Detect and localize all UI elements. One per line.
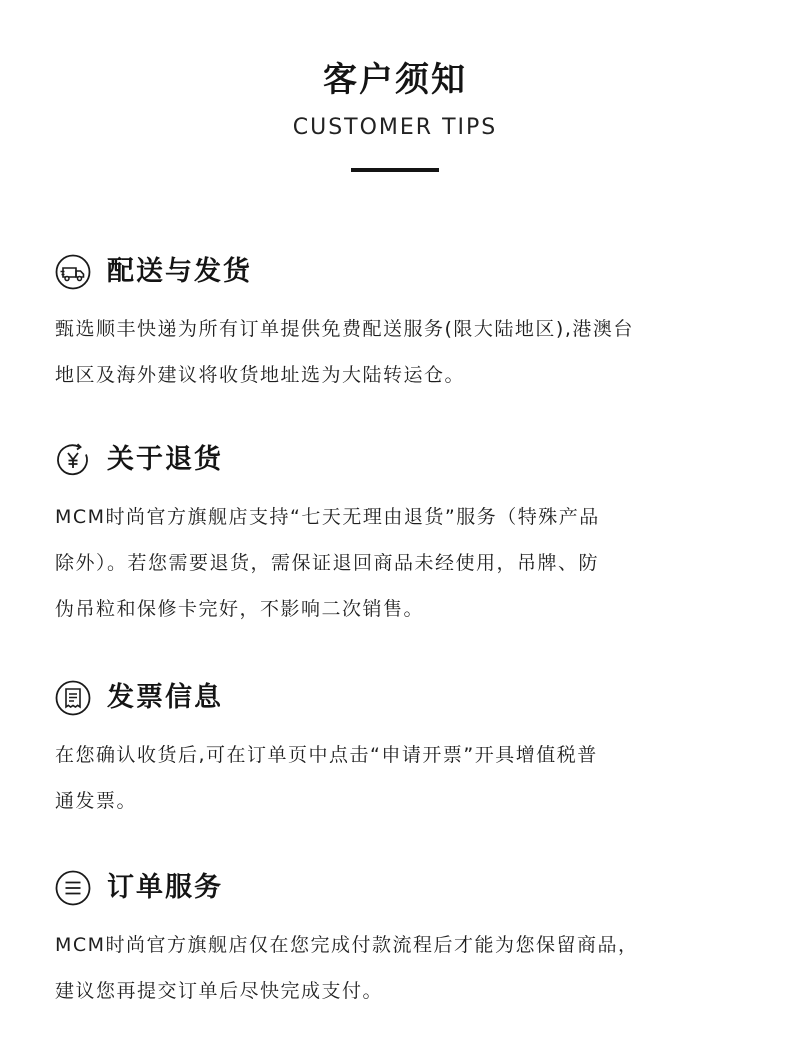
list-menu-icon bbox=[55, 870, 91, 906]
body-line: 通发票。 bbox=[55, 790, 138, 812]
page-header bbox=[0, 58, 790, 172]
yen-refund-icon bbox=[55, 442, 91, 478]
invoice-icon bbox=[55, 680, 91, 716]
section-title: 配送与发货 bbox=[107, 256, 252, 287]
section-order-service bbox=[55, 868, 755, 1014]
body-line: 在您确认收货后,可在订单页中点击“申请开票”开具增值税普 bbox=[55, 744, 598, 766]
delivery-truck-icon bbox=[55, 254, 91, 290]
body-line: 甄选顺丰快递为所有订单提供免费配送服务(限大陆地区),港澳台 bbox=[55, 318, 634, 340]
section-invoice bbox=[55, 678, 755, 824]
body-line: 除外）。若您需要退货，需保证退回商品未经使用，吊牌、防 bbox=[55, 552, 600, 574]
section-heading bbox=[55, 678, 755, 718]
section-heading bbox=[55, 252, 755, 292]
page-title: 客户须知 bbox=[323, 60, 467, 100]
section-body bbox=[55, 494, 755, 632]
title-divider bbox=[351, 168, 439, 172]
section-body bbox=[55, 922, 755, 1014]
page-subtitle: CUSTOMER TIPS bbox=[292, 115, 498, 140]
body-line: 地区及海外建议将收货地址选为大陆转运仓。 bbox=[55, 364, 466, 386]
section-body bbox=[55, 306, 755, 398]
body-line: 伪吊粒和保修卡完好，不影响二次销售。 bbox=[55, 598, 425, 620]
section-heading bbox=[55, 440, 755, 480]
section-title: 关于退货 bbox=[107, 444, 223, 475]
body-line: MCM时尚官方旗舰店支持“七天无理由退货”服务（特殊产品 bbox=[55, 506, 600, 528]
section-title: 订单服务 bbox=[107, 872, 223, 903]
body-line: MCM时尚官方旗舰店仅在您完成付款流程后才能为您保留商品， bbox=[55, 934, 639, 956]
body-line: 建议您再提交订单后尽快完成支付。 bbox=[55, 980, 384, 1002]
section-title: 发票信息 bbox=[107, 682, 223, 713]
section-body bbox=[55, 732, 755, 824]
section-delivery bbox=[55, 252, 755, 398]
section-returns bbox=[55, 440, 755, 632]
section-heading bbox=[55, 868, 755, 908]
